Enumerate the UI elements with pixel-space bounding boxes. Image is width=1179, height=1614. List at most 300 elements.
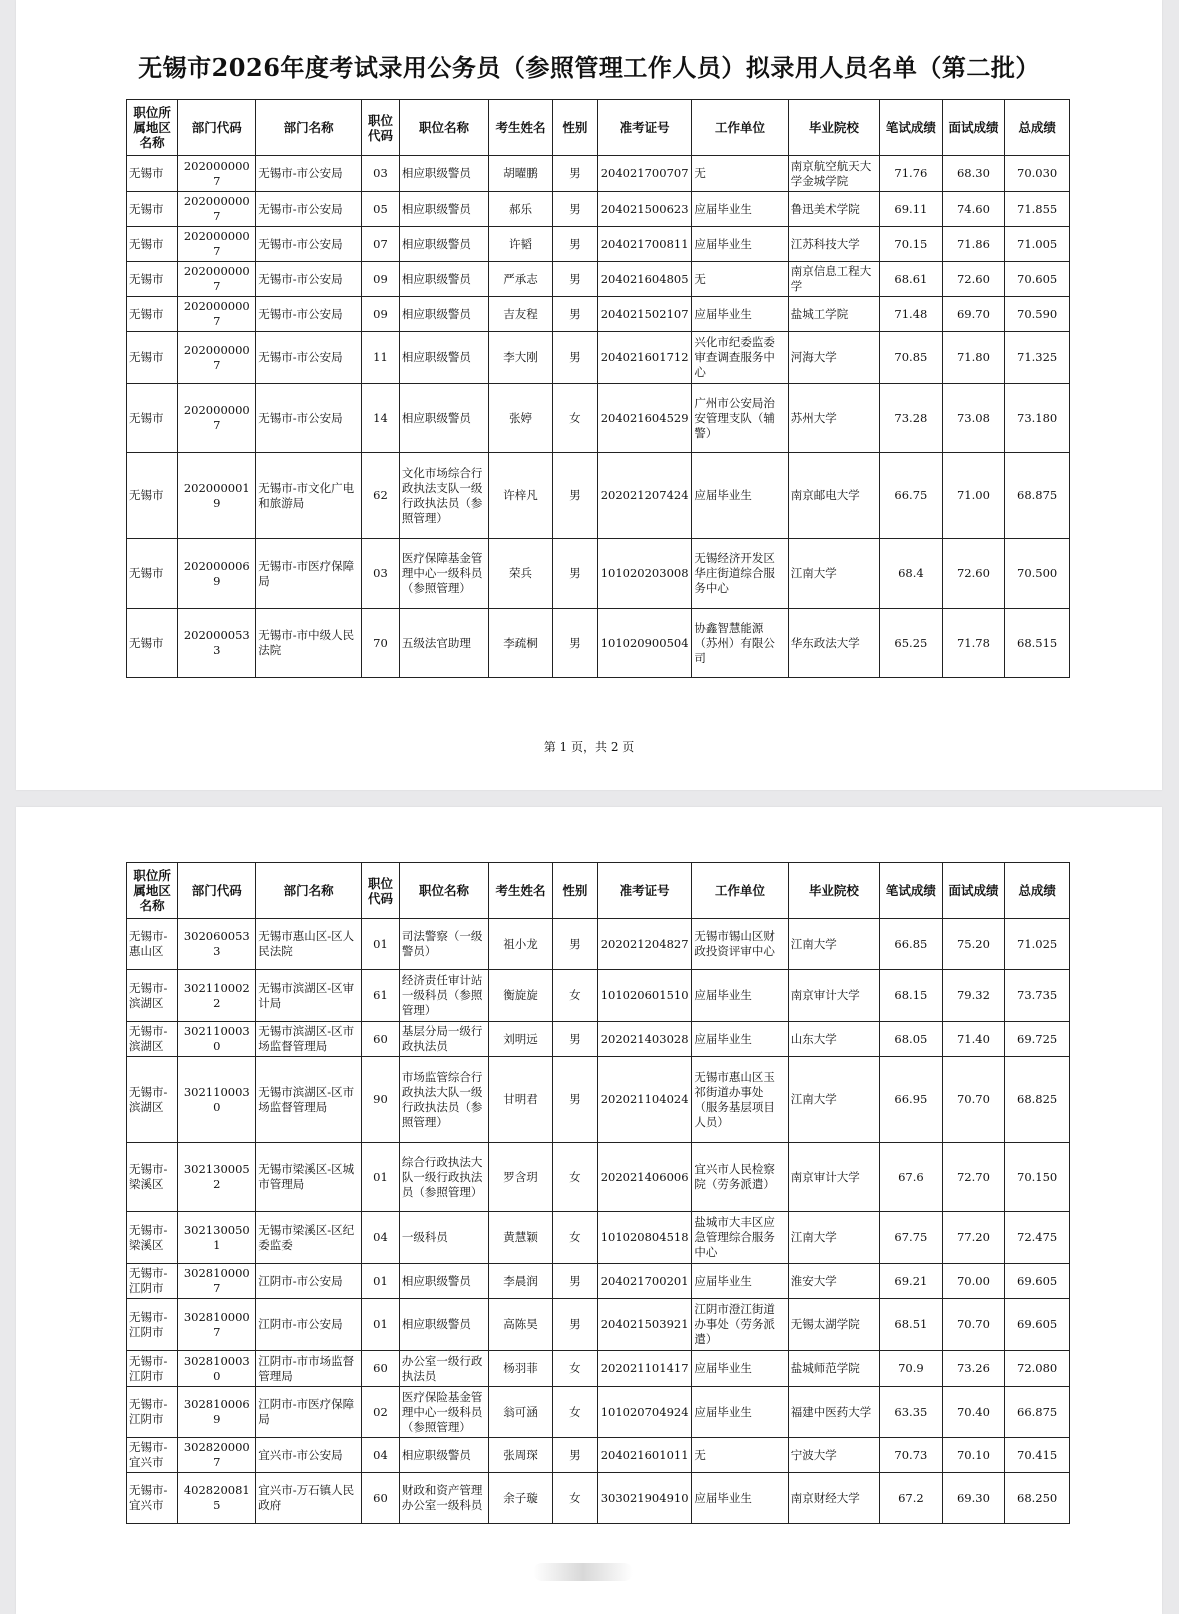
- total-score-cell: 68.825: [1005, 1057, 1070, 1143]
- written-score-cell: 71.48: [880, 297, 943, 332]
- school-cell: 江南大学: [788, 1057, 879, 1143]
- dept-name-cell: 宜兴市-万石镇人民政府: [256, 1473, 362, 1524]
- region-cell: 无锡市: [127, 297, 178, 332]
- document-page-1: [16, 0, 1162, 790]
- school-cell: 福建中医药大学: [788, 1387, 879, 1438]
- column-header: 笔试成绩: [880, 863, 943, 919]
- column-header: 职位名称: [399, 100, 488, 156]
- dept-name-cell: 无锡市-市文化广电和旅游局: [256, 453, 362, 539]
- written-score-cell: 68.51: [880, 1299, 943, 1351]
- column-header: 工作单位: [692, 863, 788, 919]
- exam-id-cell: 204021601011: [597, 1438, 691, 1473]
- name-cell: 翁可涵: [489, 1387, 553, 1438]
- written-score-cell: 73.28: [880, 384, 943, 453]
- exam-id-cell: 204021700707: [597, 156, 691, 192]
- total-score-cell: 72.475: [1005, 1212, 1070, 1264]
- name-cell: 张婷: [489, 384, 553, 453]
- position-name-cell: 医疗保障基金管理中心一级科员（参照管理）: [399, 539, 488, 609]
- gender-cell: 男: [552, 227, 597, 262]
- total-score-cell: 70.605: [1005, 262, 1070, 297]
- column-header: 职位代码: [361, 863, 399, 919]
- position-code-cell: 02: [361, 1387, 399, 1438]
- dept-name-cell: 无锡市-市中级人民法院: [256, 609, 362, 678]
- interview-score-cell: 77.20: [942, 1212, 1005, 1264]
- interview-score-cell: 72.60: [942, 539, 1005, 609]
- name-cell: 郝乐: [489, 192, 553, 227]
- written-score-cell: 68.15: [880, 970, 943, 1022]
- document-page-2: [16, 807, 1162, 1614]
- name-cell: 李大刚: [489, 332, 553, 384]
- employer-cell: 江阴市澄江街道办事处（劳务派遣）: [692, 1299, 788, 1351]
- total-score-cell: 70.415: [1005, 1438, 1070, 1473]
- written-score-cell: 67.2: [880, 1473, 943, 1524]
- table-row: [127, 1299, 1070, 1351]
- employer-cell: 无锡市锡山区财政投资评审中心: [692, 919, 788, 970]
- region-cell: 无锡市-江阴市: [127, 1387, 178, 1438]
- written-score-cell: 63.35: [880, 1387, 943, 1438]
- school-cell: 南京财经大学: [788, 1473, 879, 1524]
- employer-cell: 应届毕业生: [692, 1473, 788, 1524]
- interview-score-cell: 70.70: [942, 1057, 1005, 1143]
- name-cell: 甘明君: [489, 1057, 553, 1143]
- column-header: 部门名称: [256, 863, 362, 919]
- table-row: [127, 384, 1070, 453]
- name-cell: 高陈昊: [489, 1299, 553, 1351]
- column-header: 准考证号: [597, 863, 691, 919]
- written-score-cell: 70.15: [880, 227, 943, 262]
- region-cell: 无锡市-梁溪区: [127, 1143, 178, 1212]
- position-name-cell: 相应职级警员: [399, 227, 488, 262]
- exam-id-cell: 202021204827: [597, 919, 691, 970]
- employer-cell: 无锡经济开发区华庄街道综合服务中心: [692, 539, 788, 609]
- interview-score-cell: 71.80: [942, 332, 1005, 384]
- position-code-cell: 60: [361, 1351, 399, 1387]
- position-name-cell: 经济责任审计站一级科员（参照管理）: [399, 970, 488, 1022]
- written-score-cell: 71.76: [880, 156, 943, 192]
- written-score-cell: 66.95: [880, 1057, 943, 1143]
- exam-id-cell: 303021904910: [597, 1473, 691, 1524]
- dept-code-cell: 3021100030: [178, 1057, 256, 1143]
- total-score-cell: 70.590: [1005, 297, 1070, 332]
- total-score-cell: 70.150: [1005, 1143, 1070, 1212]
- employer-cell: 无: [692, 262, 788, 297]
- interview-score-cell: 68.30: [942, 156, 1005, 192]
- interview-score-cell: 70.10: [942, 1438, 1005, 1473]
- gender-cell: 女: [552, 1351, 597, 1387]
- employer-cell: 应届毕业生: [692, 453, 788, 539]
- dept-code-cell: 2020000007: [178, 332, 256, 384]
- school-cell: 江苏科技大学: [788, 227, 879, 262]
- position-name-cell: 市场监管综合行政执法大队一级行政执法员（参照管理）: [399, 1057, 488, 1143]
- position-code-cell: 70: [361, 609, 399, 678]
- name-cell: 余子璇: [489, 1473, 553, 1524]
- table-row: [127, 1473, 1070, 1524]
- dept-code-cell: 4028200815: [178, 1473, 256, 1524]
- region-cell: 无锡市: [127, 332, 178, 384]
- written-score-cell: 66.75: [880, 453, 943, 539]
- exam-id-cell: 202021406006: [597, 1143, 691, 1212]
- region-cell: 无锡市: [127, 262, 178, 297]
- gender-cell: 女: [552, 1473, 597, 1524]
- interview-score-cell: 71.78: [942, 609, 1005, 678]
- exam-id-cell: 204021503921: [597, 1299, 691, 1351]
- table-row: [127, 1351, 1070, 1387]
- dept-code-cell: 2020000007: [178, 262, 256, 297]
- gender-cell: 女: [552, 1143, 597, 1212]
- position-code-cell: 11: [361, 332, 399, 384]
- column-header: 部门代码: [178, 100, 256, 156]
- school-cell: 苏州大学: [788, 384, 879, 453]
- total-score-cell: 71.025: [1005, 919, 1070, 970]
- total-score-cell: 71.855: [1005, 192, 1070, 227]
- name-cell: 吉友程: [489, 297, 553, 332]
- dept-code-cell: 2020000007: [178, 297, 256, 332]
- gender-cell: 男: [552, 1057, 597, 1143]
- region-cell: 无锡市-宜兴市: [127, 1438, 178, 1473]
- table-row: [127, 1438, 1070, 1473]
- column-header: 毕业院校: [788, 863, 879, 919]
- position-code-cell: 01: [361, 1143, 399, 1212]
- name-cell: 许韬: [489, 227, 553, 262]
- gender-cell: 男: [552, 156, 597, 192]
- position-code-cell: 05: [361, 192, 399, 227]
- exam-id-cell: 101020804518: [597, 1212, 691, 1264]
- dept-code-cell: 2020000007: [178, 156, 256, 192]
- employer-cell: 无: [692, 1438, 788, 1473]
- name-cell: 罗含玥: [489, 1143, 553, 1212]
- dept-code-cell: 3021100030: [178, 1022, 256, 1057]
- school-cell: 南京审计大学: [788, 970, 879, 1022]
- position-name-cell: 相应职级警员: [399, 156, 488, 192]
- total-score-cell: 69.605: [1005, 1299, 1070, 1351]
- table-row: [127, 262, 1070, 297]
- dept-code-cell: 2020000007: [178, 384, 256, 453]
- column-header: 面试成绩: [942, 863, 1005, 919]
- region-cell: 无锡市-滨湖区: [127, 1057, 178, 1143]
- exam-id-cell: 101020203008: [597, 539, 691, 609]
- total-score-cell: 72.080: [1005, 1351, 1070, 1387]
- total-score-cell: 70.500: [1005, 539, 1070, 609]
- school-cell: 南京航空航天大学金城学院: [788, 156, 879, 192]
- region-cell: 无锡市-梁溪区: [127, 1212, 178, 1264]
- dept-code-cell: 3028100030: [178, 1351, 256, 1387]
- name-cell: 李疏桐: [489, 609, 553, 678]
- exam-id-cell: 202021403028: [597, 1022, 691, 1057]
- position-code-cell: 90: [361, 1057, 399, 1143]
- position-code-cell: 60: [361, 1473, 399, 1524]
- table-row: [127, 539, 1070, 609]
- name-cell: 许梓凡: [489, 453, 553, 539]
- school-cell: 江南大学: [788, 539, 879, 609]
- column-header: 性别: [552, 100, 597, 156]
- position-name-cell: 办公室一级行政执法员: [399, 1351, 488, 1387]
- position-name-cell: 财政和资产管理办公室一级科员: [399, 1473, 488, 1524]
- region-cell: 无锡市-宜兴市: [127, 1473, 178, 1524]
- position-name-cell: 相应职级警员: [399, 384, 488, 453]
- dept-code-cell: 3028100007: [178, 1299, 256, 1351]
- column-header: 职位所属地区名称: [127, 863, 178, 919]
- table-row: [127, 1143, 1070, 1212]
- candidates-table-page-1: [126, 99, 1070, 678]
- position-name-cell: 相应职级警员: [399, 1264, 488, 1299]
- name-cell: 张周琛: [489, 1438, 553, 1473]
- exam-id-cell: 101020704924: [597, 1387, 691, 1438]
- position-name-cell: 相应职级警员: [399, 332, 488, 384]
- dept-name-cell: 江阴市-市公安局: [256, 1264, 362, 1299]
- dept-code-cell: 2020000069: [178, 539, 256, 609]
- name-cell: 刘明远: [489, 1022, 553, 1057]
- written-score-cell: 68.4: [880, 539, 943, 609]
- gender-cell: 男: [552, 1299, 597, 1351]
- table-row: [127, 1212, 1070, 1264]
- gender-cell: 男: [552, 539, 597, 609]
- employer-cell: 兴化市纪委监委审查调查服务中心: [692, 332, 788, 384]
- gender-cell: 女: [552, 970, 597, 1022]
- position-code-cell: 09: [361, 262, 399, 297]
- total-score-cell: 66.875: [1005, 1387, 1070, 1438]
- document-title: 无锡市2026年度考试录用公务员（参照管理工作人员）拟录用人员名单（第二批）: [138, 53, 1040, 82]
- employer-cell: 应届毕业生: [692, 297, 788, 332]
- region-cell: 无锡市-滨湖区: [127, 1022, 178, 1057]
- column-header: 性别: [552, 863, 597, 919]
- dept-code-cell: 3028100069: [178, 1387, 256, 1438]
- column-header: 总成绩: [1005, 100, 1070, 156]
- total-score-cell: 68.875: [1005, 453, 1070, 539]
- interview-score-cell: 79.32: [942, 970, 1005, 1022]
- dept-name-cell: 江阴市-市市场监督管理局: [256, 1351, 362, 1387]
- region-cell: 无锡市: [127, 453, 178, 539]
- position-code-cell: 61: [361, 970, 399, 1022]
- employer-cell: 应届毕业生: [692, 1022, 788, 1057]
- position-code-cell: 07: [361, 227, 399, 262]
- written-score-cell: 66.85: [880, 919, 943, 970]
- total-score-cell: 70.030: [1005, 156, 1070, 192]
- column-header: 考生姓名: [489, 863, 553, 919]
- dept-name-cell: 无锡市-市公安局: [256, 297, 362, 332]
- employer-cell: 广州市公安局治安管理支队（辅警）: [692, 384, 788, 453]
- table-row: [127, 227, 1070, 262]
- employer-cell: 协鑫智慧能源（苏州）有限公司: [692, 609, 788, 678]
- dept-name-cell: 无锡市惠山区-区人民法院: [256, 919, 362, 970]
- column-header: 毕业院校: [788, 100, 879, 156]
- dept-code-cell: 3021100022: [178, 970, 256, 1022]
- total-score-cell: 71.325: [1005, 332, 1070, 384]
- interview-score-cell: 75.20: [942, 919, 1005, 970]
- position-code-cell: 04: [361, 1212, 399, 1264]
- position-code-cell: 60: [361, 1022, 399, 1057]
- school-cell: 江南大学: [788, 1212, 879, 1264]
- position-name-cell: 司法警察（一级警员）: [399, 919, 488, 970]
- dept-name-cell: 无锡市滨湖区-区市场监督管理局: [256, 1057, 362, 1143]
- exam-id-cell: 202021101417: [597, 1351, 691, 1387]
- school-cell: 无锡太湖学院: [788, 1299, 879, 1351]
- employer-cell: 盐城市大丰区应急管理综合服务中心: [692, 1212, 788, 1264]
- position-name-cell: 相应职级警员: [399, 1299, 488, 1351]
- position-name-cell: 相应职级警员: [399, 297, 488, 332]
- gender-cell: 男: [552, 1264, 597, 1299]
- employer-cell: 无: [692, 156, 788, 192]
- region-cell: 无锡市-江阴市: [127, 1264, 178, 1299]
- table-row: [127, 453, 1070, 539]
- interview-score-cell: 73.26: [942, 1351, 1005, 1387]
- dept-code-cell: 3021300501: [178, 1212, 256, 1264]
- position-code-cell: 01: [361, 1299, 399, 1351]
- exam-id-cell: 202021207424: [597, 453, 691, 539]
- exam-id-cell: 204021604529: [597, 384, 691, 453]
- table-row: [127, 1264, 1070, 1299]
- position-code-cell: 01: [361, 919, 399, 970]
- dept-name-cell: 江阴市-市医疗保障局: [256, 1387, 362, 1438]
- position-code-cell: 09: [361, 297, 399, 332]
- exam-id-cell: 101020601510: [597, 970, 691, 1022]
- column-header: 部门名称: [256, 100, 362, 156]
- dept-name-cell: 无锡市-市公安局: [256, 227, 362, 262]
- region-cell: 无锡市: [127, 156, 178, 192]
- name-cell: 衡旋旋: [489, 970, 553, 1022]
- region-cell: 无锡市: [127, 192, 178, 227]
- position-name-cell: 文化市场综合行政执法支队一级行政执法员（参照管理）: [399, 453, 488, 539]
- position-code-cell: 03: [361, 539, 399, 609]
- interview-score-cell: 72.70: [942, 1143, 1005, 1212]
- exam-id-cell: 204021700811: [597, 227, 691, 262]
- school-cell: 盐城工学院: [788, 297, 879, 332]
- written-score-cell: 65.25: [880, 609, 943, 678]
- dept-code-cell: 3020600533: [178, 919, 256, 970]
- position-name-cell: 综合行政执法大队一级行政执法员（参照管理）: [399, 1143, 488, 1212]
- interview-score-cell: 73.08: [942, 384, 1005, 453]
- exam-id-cell: 204021604805: [597, 262, 691, 297]
- region-cell: 无锡市: [127, 609, 178, 678]
- total-score-cell: 68.515: [1005, 609, 1070, 678]
- exam-id-cell: 204021500623: [597, 192, 691, 227]
- table-row: [127, 192, 1070, 227]
- written-score-cell: 70.9: [880, 1351, 943, 1387]
- position-code-cell: 62: [361, 453, 399, 539]
- total-score-cell: 73.735: [1005, 970, 1070, 1022]
- dept-name-cell: 宜兴市-市公安局: [256, 1438, 362, 1473]
- region-cell: 无锡市-惠山区: [127, 919, 178, 970]
- table-row: [127, 297, 1070, 332]
- table-row: [127, 919, 1070, 970]
- column-header: 工作单位: [692, 100, 788, 156]
- interview-score-cell: 69.70: [942, 297, 1005, 332]
- interview-score-cell: 71.00: [942, 453, 1005, 539]
- position-name-cell: 相应职级警员: [399, 1438, 488, 1473]
- employer-cell: 应届毕业生: [692, 227, 788, 262]
- gender-cell: 男: [552, 262, 597, 297]
- interview-score-cell: 71.40: [942, 1022, 1005, 1057]
- written-score-cell: 70.85: [880, 332, 943, 384]
- dept-name-cell: 无锡市-市公安局: [256, 262, 362, 297]
- total-score-cell: 71.005: [1005, 227, 1070, 262]
- school-cell: 江南大学: [788, 919, 879, 970]
- employer-cell: 应届毕业生: [692, 970, 788, 1022]
- dept-name-cell: 无锡市-市医疗保障局: [256, 539, 362, 609]
- table-header-row: [127, 100, 1070, 156]
- column-header: 面试成绩: [942, 100, 1005, 156]
- gender-cell: 女: [552, 384, 597, 453]
- position-code-cell: 04: [361, 1438, 399, 1473]
- interview-score-cell: 70.40: [942, 1387, 1005, 1438]
- gender-cell: 女: [552, 1387, 597, 1438]
- school-cell: 南京邮电大学: [788, 453, 879, 539]
- exam-id-cell: 202021104024: [597, 1057, 691, 1143]
- watermark-blur: [533, 1563, 633, 1581]
- dept-name-cell: 无锡市梁溪区-区城市管理局: [256, 1143, 362, 1212]
- school-cell: 山东大学: [788, 1022, 879, 1057]
- school-cell: 河海大学: [788, 332, 879, 384]
- interview-score-cell: 70.70: [942, 1299, 1005, 1351]
- position-name-cell: 相应职级警员: [399, 262, 488, 297]
- dept-code-cell: 3021300052: [178, 1143, 256, 1212]
- school-cell: 南京审计大学: [788, 1143, 879, 1212]
- employer-cell: 宜兴市人民检察院（劳务派遣）: [692, 1143, 788, 1212]
- total-score-cell: 69.725: [1005, 1022, 1070, 1057]
- dept-code-cell: 3028100007: [178, 1264, 256, 1299]
- position-code-cell: 01: [361, 1264, 399, 1299]
- written-score-cell: 68.61: [880, 262, 943, 297]
- written-score-cell: 70.73: [880, 1438, 943, 1473]
- position-code-cell: 14: [361, 384, 399, 453]
- name-cell: 胡曜鹏: [489, 156, 553, 192]
- written-score-cell: 67.75: [880, 1212, 943, 1264]
- total-score-cell: 73.180: [1005, 384, 1070, 453]
- column-header: 职位代码: [361, 100, 399, 156]
- region-cell: 无锡市-江阴市: [127, 1299, 178, 1351]
- table-row: [127, 1387, 1070, 1438]
- name-cell: 杨羽菲: [489, 1351, 553, 1387]
- position-name-cell: 一级科员: [399, 1212, 488, 1264]
- interview-score-cell: 74.60: [942, 192, 1005, 227]
- school-cell: 华东政法大学: [788, 609, 879, 678]
- column-header: 职位名称: [399, 863, 488, 919]
- position-name-cell: 五级法官助理: [399, 609, 488, 678]
- table-row: [127, 609, 1070, 678]
- column-header: 笔试成绩: [880, 100, 943, 156]
- position-name-cell: 医疗保险基金管理中心一级科员（参照管理）: [399, 1387, 488, 1438]
- table-row: [127, 1057, 1070, 1143]
- dept-code-cell: 2020000007: [178, 227, 256, 262]
- exam-id-cell: 101020900504: [597, 609, 691, 678]
- dept-name-cell: 无锡市滨湖区-区市场监督管理局: [256, 1022, 362, 1057]
- region-cell: 无锡市: [127, 539, 178, 609]
- school-cell: 淮安大学: [788, 1264, 879, 1299]
- interview-score-cell: 71.86: [942, 227, 1005, 262]
- total-score-cell: 69.605: [1005, 1264, 1070, 1299]
- column-header: 准考证号: [597, 100, 691, 156]
- dept-name-cell: 无锡市滨湖区-区审计局: [256, 970, 362, 1022]
- written-score-cell: 69.11: [880, 192, 943, 227]
- dept-name-cell: 无锡市梁溪区-区纪委监委: [256, 1212, 362, 1264]
- school-cell: 宁波大学: [788, 1438, 879, 1473]
- gender-cell: 男: [552, 1438, 597, 1473]
- dept-code-cell: 2020000007: [178, 192, 256, 227]
- interview-score-cell: 69.30: [942, 1473, 1005, 1524]
- employer-cell: 无锡市惠山区玉祁街道办事处（服务基层项目人员）: [692, 1057, 788, 1143]
- region-cell: 无锡市: [127, 227, 178, 262]
- name-cell: 荣兵: [489, 539, 553, 609]
- region-cell: 无锡市-滨湖区: [127, 970, 178, 1022]
- dept-code-cell: 2020000019: [178, 453, 256, 539]
- gender-cell: 男: [552, 332, 597, 384]
- position-name-cell: 相应职级警员: [399, 192, 488, 227]
- page-footer: 第 1 页，共 2 页: [543, 740, 635, 754]
- written-score-cell: 69.21: [880, 1264, 943, 1299]
- dept-name-cell: 无锡市-市公安局: [256, 332, 362, 384]
- school-cell: 盐城师范学院: [788, 1351, 879, 1387]
- dept-name-cell: 无锡市-市公安局: [256, 156, 362, 192]
- dept-code-cell: 2020000533: [178, 609, 256, 678]
